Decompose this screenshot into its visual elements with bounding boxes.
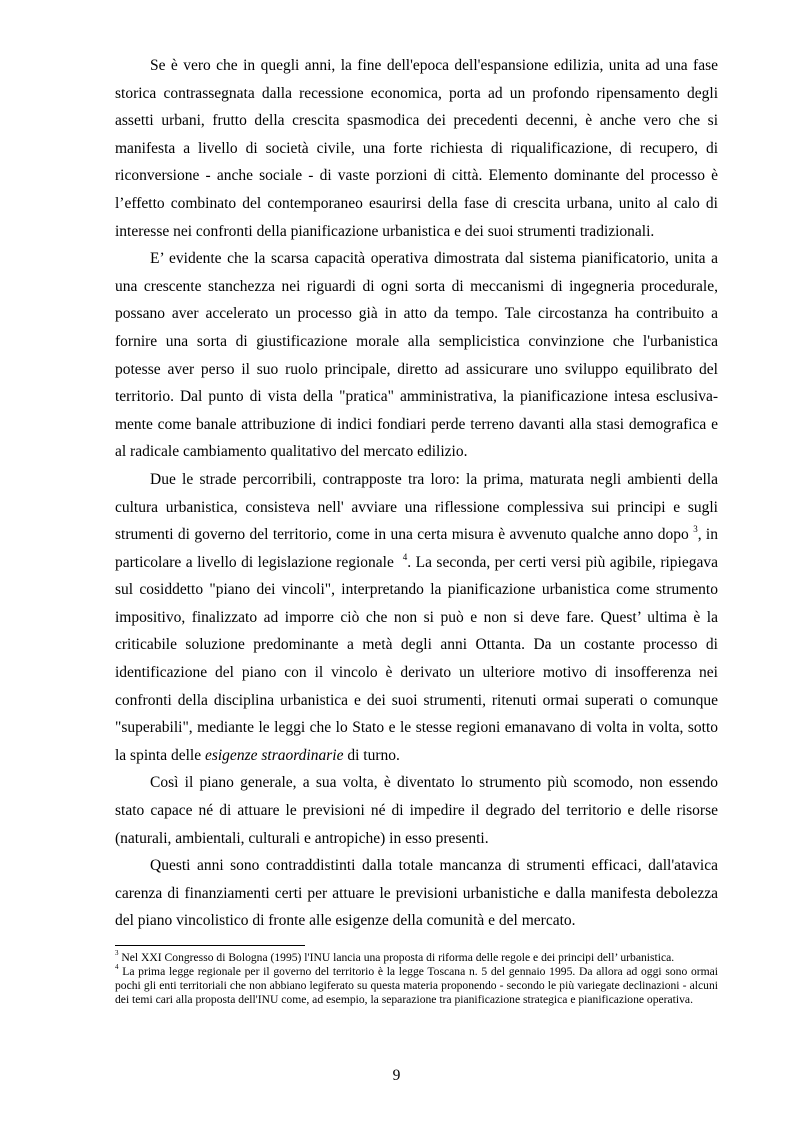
footnote-4 (115, 965, 718, 1007)
paragraph-3-part-1: Due le strade percorribili, contrapposte tra loro: la prima, maturata negli ambienti della cultura urbanistica, consisteva nell' avviare una riflessione complessiva sui principi e sugli strumenti di governo del territorio, come in una certa misura è avvenuto qualche anno dopo (115, 470, 718, 544)
paragraph-3 (115, 466, 718, 770)
footnote-text-3: Nel XXI Congresso di Bologna (1995) l'INU lancia una proposta di riforma delle regole e dei principi dell’ urbanistica. (121, 951, 675, 964)
document-body (115, 52, 718, 935)
footnote-3 (115, 951, 718, 965)
paragraph-3-part-2: , in particolare a livello di legislazione regionale (115, 526, 718, 571)
page-number: 9 (392, 1067, 401, 1084)
paragraph-3-italic: esigenze straordinarie (204, 746, 344, 764)
paragraph-2: E’ evidente che la scarsa capacità operativa dimostrata dal sistema pianificatorio, unita a una crescente stanchezza nei riguardi di ogni sorta di meccanismi di ingegneria procedurale, possano aver accelerato un processo già in atto da tempo. Tale circostanza ha contribuito a fornire una sorta di giustificazione morale alla semplicistica convinzione che l'urbanistica potesse aver perso il suo ruolo principale, diretto ad assicurare uno sviluppo equilibrato del territorio. Dal punto di vista della "pratica" amministrativa, la pianificazione intesa esclusiva-mente come banale attribuzione di indici fondiari perde terreno davanti alla stasi demografica e al radicale cambiamento qualitativo del mercato edilizio. (115, 250, 718, 461)
paragraph-4: Così il piano generale, a sua volta, è diventato lo strumento più scomodo, non essendo stato capace né di attuare le previsioni né di impedire il degrado del territorio e delle risorse (naturali, ambientali, culturali e antropiche) in esso presenti. (115, 774, 718, 847)
paragraph-3-part-4: di turno. (347, 746, 400, 764)
paragraph-5: Questi anni sono contraddistinti dalla totale mancanza di strumenti efficaci, dall'atavica carenza di finanziamenti certi per attuare le previsioni urbanistiche e dalla manifesta debolezza del piano vincolistico di fronte alle esigenze della comunità e del mercato. (115, 857, 718, 930)
paragraph-1: Se è vero che in quegli anni, la fine dell'epoca dell'espansione edilizia, unita ad una fase storica contrassegnata dalla recessione economica, porta ad un profondo ripensamento degli assetti urbani, frutto della crescita spasmodica dei precedenti decenni, è anche vero che si manifesta a livello di società civile, una forte richiesta di riqualificazione, di recupero, di riconversione - anche sociale - di vaste porzioni di città. Elemento dominante del processo è l’effetto combinato del contemporaneo esaurirsi della fase di crescita urbana, unito al calo di interesse nei confronti della pianificazione urbanistica e dei suoi strumenti tradizionali. (115, 57, 718, 240)
footnotes (115, 951, 718, 1007)
paragraph-3-part-3: . La seconda, per certi versi più agibile, ripiegava sul cosiddetto "piano dei vincoli", interpretando la pianificazione urbanistica come strumento impositivo, finalizzato ad imporre ciò che non si può e non si deve fare. Quest’ ultima è la criticabile soluzione predominante a metà degli anni Ottanta. Da un costante processo di identificazione del piano con il vincolo è derivato un ulteriore motivo di insofferenza nei confronti della disciplina urbanistica e dei suoi strumenti, ritenuti ormai superati o comunque "superabili", mediante le leggi che lo Stato e le stesse regioni emanavano di volta in volta, sotto la spinta delle (115, 553, 718, 764)
footnote-separator (115, 945, 305, 946)
footnote-text-4: La prima legge regionale per il governo del territorio è la legge Toscana n. 5 del gennaio 1995. Da allora ad oggi sono ormai pochi gli enti territoriali che non abbiano legiferato su questa materia proponendo - secondo le più variegate declinazioni - alcuni dei temi cari alla proposta dell'INU come, ad esempio, la separazione tra pianificazione strategica e pianificazione operativa. (115, 964, 719, 1006)
footnote-number-4: 4 (115, 963, 119, 972)
footnote-ref-4[interactable]: 4 (402, 551, 408, 562)
footnote-ref-3[interactable]: 3 (693, 523, 698, 534)
footnote-number-3: 3 (115, 949, 119, 958)
